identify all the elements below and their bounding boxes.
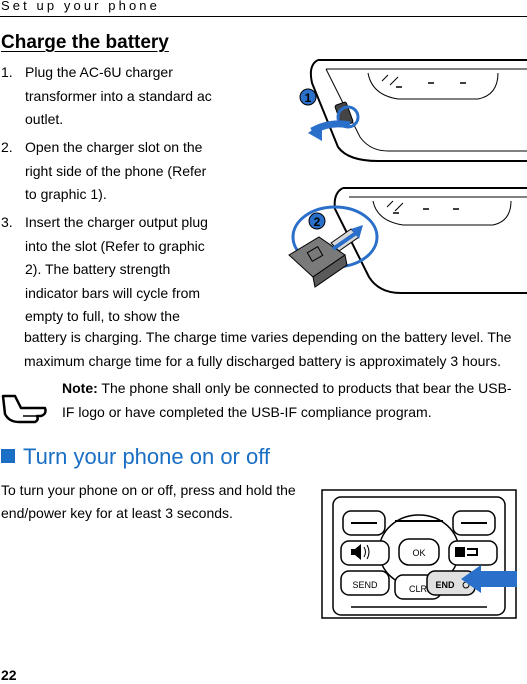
note	[62, 377, 524, 424]
send-key-label: SEND	[352, 580, 378, 590]
step-number: 2.	[1, 139, 13, 155]
step-3-continuation	[24, 326, 524, 373]
continuation-line: maximum charge time for a fully discharged battery is approximately 3 hours.	[24, 352, 501, 369]
clr-key-label: CLR	[408, 584, 428, 594]
step-line: transformer into a standard ac	[25, 87, 212, 104]
note-line: The phone shall only be connected to products that bear the USB-	[97, 380, 512, 396]
page-number: 22	[1, 667, 17, 683]
menu-key-icon	[455, 547, 465, 557]
step-number: 1.	[1, 64, 13, 80]
step-line: to graphic 1).	[25, 186, 107, 202]
charger-slot-illustration	[278, 55, 527, 165]
step-line: outlet.	[25, 111, 64, 127]
power-instructions	[1, 479, 306, 525]
body-line: end/power key for at least 3 seconds.	[1, 505, 233, 521]
ok-key-label: OK	[412, 548, 426, 558]
step-line: empty to full, to show the	[25, 308, 180, 324]
body-line: To turn your phone on or off, press and hold the	[1, 482, 296, 498]
step-number: 3.	[1, 214, 13, 230]
step-line: indicator bars will cycle from	[25, 284, 201, 301]
subsection-title: Turn your phone on or off	[23, 444, 271, 469]
step-line: Insert the charger output plug	[25, 214, 208, 230]
end-key-arrow-icon	[475, 571, 517, 587]
callout-2-label: 2	[313, 215, 321, 229]
continuation-line: battery is charging. The charge time varies depending on the battery level. The	[24, 329, 512, 345]
keypad-illustration	[321, 489, 517, 619]
running-header: Set up your phone	[1, 0, 160, 13]
heading-square-icon	[1, 449, 15, 463]
subsection-heading	[1, 444, 270, 470]
step-line: right side of the phone (Refer	[25, 162, 207, 179]
header-rule	[0, 16, 527, 17]
section-title: Charge the battery	[1, 32, 169, 53]
charger-plug-illustration	[283, 185, 527, 300]
step-line: into the slot (Refer to graphic	[25, 237, 205, 254]
note-hand-icon	[1, 390, 47, 426]
note-label: Note:	[62, 380, 98, 396]
step-line: 2). The battery strength	[25, 261, 171, 277]
note-line: IF logo or have completed the USB-IF compliance program.	[62, 403, 432, 420]
step-line: Plug the AC-6U charger	[25, 64, 173, 80]
callout-1-label: 1	[304, 91, 312, 105]
end-key-label: END	[435, 580, 455, 590]
step-line: Open the charger slot on the	[25, 139, 203, 155]
